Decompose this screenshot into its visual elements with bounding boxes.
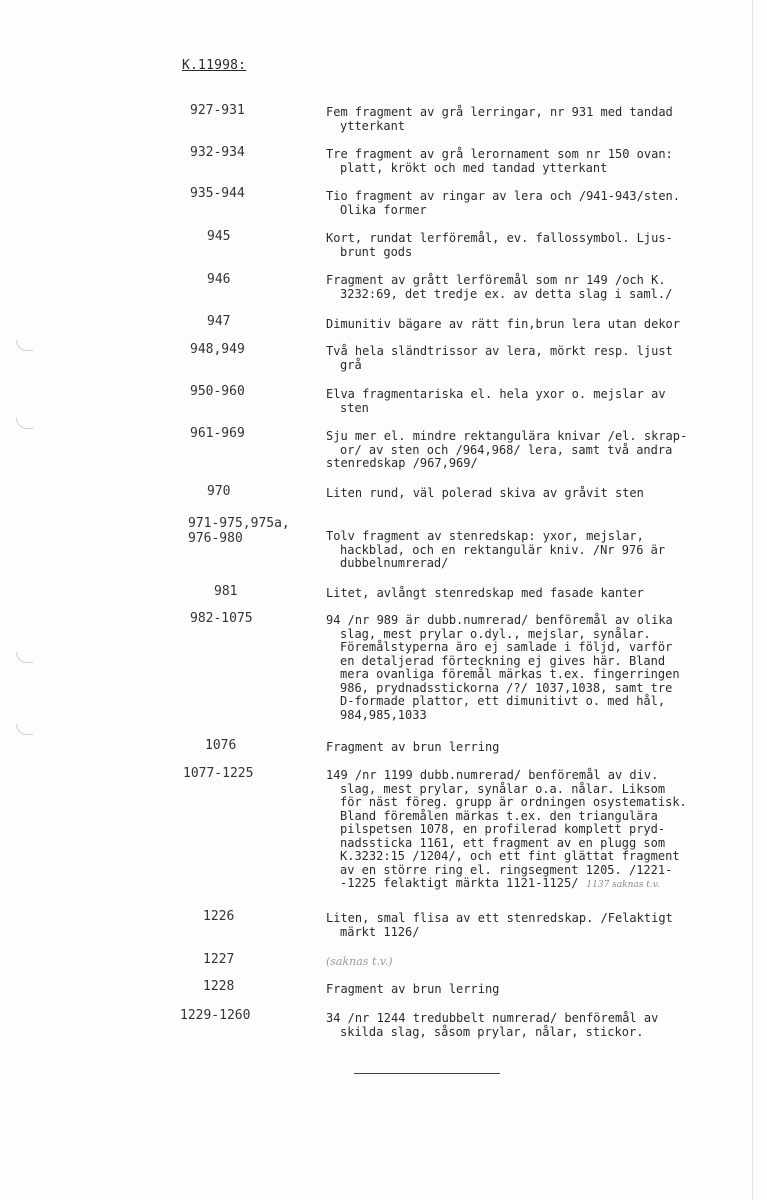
description-line: Två hela sländtrissor av lera, mörkt resp. ljust xyxy=(326,344,673,358)
punch-hole-mark xyxy=(16,652,33,663)
description-line: or/ av sten och /964,968/ lera, samt två andra xyxy=(340,442,673,457)
description-line: Litet, avlångt stenredskap med fasade kanter xyxy=(326,586,644,600)
punch-hole-mark xyxy=(16,340,33,351)
entry-description xyxy=(326,430,751,471)
description-line: Fragment av grått lerföremål som nr 149 /och K. xyxy=(326,273,666,287)
punch-hole-mark xyxy=(16,724,33,735)
entry-number: 946 xyxy=(207,272,231,287)
entry-number: 970 xyxy=(207,484,231,499)
description-line: Fragment av brun lerring xyxy=(326,740,500,754)
description-line: Liten rund, väl polerad skiva av gråvit sten xyxy=(326,486,644,500)
entry-description xyxy=(326,912,751,939)
description-line: Olika former xyxy=(340,202,427,217)
entry-number: 948,949 xyxy=(190,342,245,357)
description-line: skilda slag, såsom prylar, nålar, stickor. xyxy=(340,1024,644,1039)
description-line: Tolv fragment av stenredskap: yxor, mejslar, xyxy=(326,529,644,543)
entry-number: 945 xyxy=(207,229,231,244)
description-line-text: -1225 felaktigt märkta 1121-1125/ xyxy=(340,876,579,890)
description-line: Tio fragment av ringar av lera och /941-943/sten. xyxy=(326,189,681,203)
description-line: sten xyxy=(340,400,369,415)
description-line: Kort, rundat lerföremål, ev. fallossymbol. Ljus- xyxy=(326,231,673,245)
entry-number: 927-931 xyxy=(190,103,245,118)
entry-number: 1077-1225 xyxy=(183,766,254,781)
entry-number: 1076 xyxy=(205,738,237,753)
entry-description xyxy=(326,190,751,217)
page-edge xyxy=(752,0,753,1200)
handwritten-annotation: 1137 saknas t.v. xyxy=(586,880,660,890)
description-line: en detaljerad förteckning ej gives här. Bland xyxy=(340,653,666,668)
description-line: slag, mest prylar o.dyl., mejslar, synålar. xyxy=(340,626,651,641)
description-line: mera ovanliga föremål märkas t.ex. fingerringen xyxy=(340,667,680,681)
description-line: Liten, smal flisa av ett stenredskap. /Felaktigt xyxy=(326,911,673,925)
description-line: Bland föremålen märkas t.ex. den triangulära xyxy=(340,808,658,823)
catalog-id: K.11998: xyxy=(182,58,247,73)
entry-description xyxy=(326,148,751,175)
entry-description xyxy=(326,741,751,755)
entry-number: 947 xyxy=(207,314,231,329)
closing-rule xyxy=(354,1073,500,1074)
description-line: slag, mest prylar, synålar o.a. nålar. Liksom xyxy=(340,781,666,796)
entry-number: 982-1075 xyxy=(190,611,253,626)
entry-number: 961-969 xyxy=(190,426,245,441)
description-line: Tre fragment av grå lerornament som nr 150 ovan: xyxy=(326,147,673,161)
description-line: 149 /nr 1199 dubb.numrerad/ benföremål av div. xyxy=(326,768,659,782)
description-line: stenredskap /967,969/ xyxy=(326,456,478,470)
description-line: 984,985,1033 xyxy=(340,707,427,722)
description-line: märkt 1126/ xyxy=(340,924,420,939)
entry-description xyxy=(326,274,751,301)
entry-number: 932-934 xyxy=(190,145,245,160)
description-line: 94 /nr 989 är dubb.numrerad/ benföremål av olika xyxy=(326,613,673,627)
description-line: hackblad, och en rektangulär kniv. /Nr 976 är xyxy=(340,542,666,557)
entry-description xyxy=(326,983,751,997)
description-line: av en större ring el. ringsegment 1205. /1221- xyxy=(340,862,673,877)
entry-number: 1226 xyxy=(203,909,235,924)
description-line: D-formade plattor, ett dimunitivt o. med hål, xyxy=(340,694,666,708)
description-line: dubbelnumrerad/ xyxy=(340,556,449,570)
entry-number: 950-960 xyxy=(190,384,245,399)
description-line: pilspetsen 1078, en profilerad komplett pryd- xyxy=(340,822,666,836)
entry-description xyxy=(326,487,751,501)
entry-description xyxy=(326,614,751,722)
description-line xyxy=(326,877,751,893)
description-line: Föremålstyperna äro ej samlade i följd, varför xyxy=(340,640,673,654)
description-line: Dimunitiv bägare av rätt fin,brun lera utan dekor xyxy=(326,317,681,331)
entry-description xyxy=(326,955,751,969)
description-line: 3232:69, det tredje ex. av detta slag i saml./ xyxy=(340,286,673,301)
description-line: K.3232:15 /1204/, och ett fint glättat fragment xyxy=(340,849,680,863)
entry-description xyxy=(326,106,751,133)
entry-description xyxy=(326,587,751,601)
description-line: Fragment av brun lerring xyxy=(326,982,500,996)
description-line: 34 /nr 1244 tredubbelt numrerad/ benföremål av xyxy=(326,1011,659,1025)
description-line: Sju mer el. mindre rektangulära knivar /el. skrap- xyxy=(326,429,688,443)
description-line: Elva fragmentariska el. hela yxor o. mejslar av xyxy=(326,387,666,401)
entry-number: 971-975,975a, 976-980 xyxy=(188,516,290,546)
description-line: 986, prydnadsstickorna /?/ 1037,1038, samt tre xyxy=(340,680,673,695)
description-line: platt, krökt och med tandad ytterkant xyxy=(340,160,608,175)
entry-description xyxy=(326,318,751,332)
description-line: grå xyxy=(340,357,362,372)
entry-description xyxy=(326,345,751,372)
description-line: nadssticka 1161, ett fragment av en plugg som xyxy=(340,835,666,850)
entry-number: 981 xyxy=(214,584,238,599)
description-line: brunt gods xyxy=(340,244,413,259)
description-line: Fem fragment av grå lerringar, nr 931 med tandad xyxy=(326,105,673,119)
entry-number: 1229-1260 xyxy=(180,1008,251,1023)
entry-number: 1227 xyxy=(203,952,235,967)
entry-description xyxy=(326,530,751,571)
punch-hole-mark xyxy=(16,418,33,429)
entry-number: 1228 xyxy=(203,979,235,994)
entry-description xyxy=(326,388,751,415)
description-line: ytterkant xyxy=(340,118,406,133)
handwritten-annotation: (saknas t.v.) xyxy=(326,955,393,968)
entry-description xyxy=(326,1012,751,1039)
entry-description xyxy=(326,232,751,259)
entry-number: 935-944 xyxy=(190,186,245,201)
description-line: för näst föreg. grupp är ordningen osystematisk. xyxy=(340,795,687,809)
entry-description xyxy=(326,769,751,893)
